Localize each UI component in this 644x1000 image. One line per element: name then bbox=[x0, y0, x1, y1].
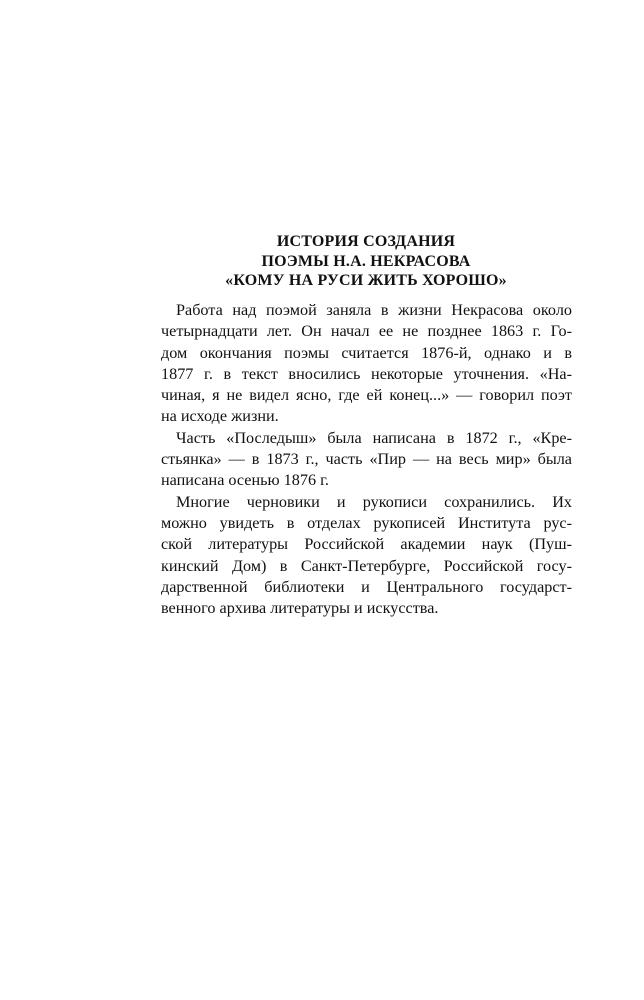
heading-line: «КОМУ НА РУСИ ЖИТЬ ХОРОШО» bbox=[225, 272, 507, 289]
text-line: можно увидеть в отделах рукописей Института рус- bbox=[161, 513, 572, 532]
text-line: на исходе жизни. bbox=[161, 407, 279, 426]
body-text bbox=[161, 300, 572, 619]
text-line: кинский Дом) в Санкт-Петербурге, Российской госу- bbox=[161, 556, 572, 575]
text-line: Многие черновики и рукописи сохранились. Их bbox=[176, 492, 572, 511]
heading-line: ПОЭМЫ Н.А. НЕКРАСОВА bbox=[261, 252, 471, 270]
text-line: венного архива литературы и искусства. bbox=[161, 599, 439, 618]
text-line: Часть «Последыш» была написана в 1872 г., «Кре- bbox=[176, 428, 572, 447]
text-line: четырнадцати лет. Он начал ее не позднее 1863 г. Го- bbox=[161, 322, 572, 341]
text-line: ской литературы Российской академии наук (Пуш- bbox=[161, 535, 572, 554]
text-line: Работа над поэмой заняла в жизни Некрасова около bbox=[176, 301, 572, 319]
text-line: дом окончания поэмы считается 1876-й, однако и в bbox=[161, 343, 572, 362]
text-line: написана осенью 1876 г. bbox=[161, 471, 329, 490]
chapter-heading bbox=[160, 232, 572, 291]
text-line: чиная, я не видел ясно, где ей конец...» — говорил поэт bbox=[161, 386, 572, 405]
text-line: стьянка» — в 1873 г., часть «Пир — на весь мир» была bbox=[161, 450, 572, 469]
text-line: дарственной библиотеки и Центрального государст- bbox=[161, 577, 572, 596]
heading-line: ИСТОРИЯ СОЗДАНИЯ bbox=[276, 233, 456, 250]
text-line: 1877 г. в текст вносились некоторые уточнения. «На- bbox=[161, 364, 572, 383]
